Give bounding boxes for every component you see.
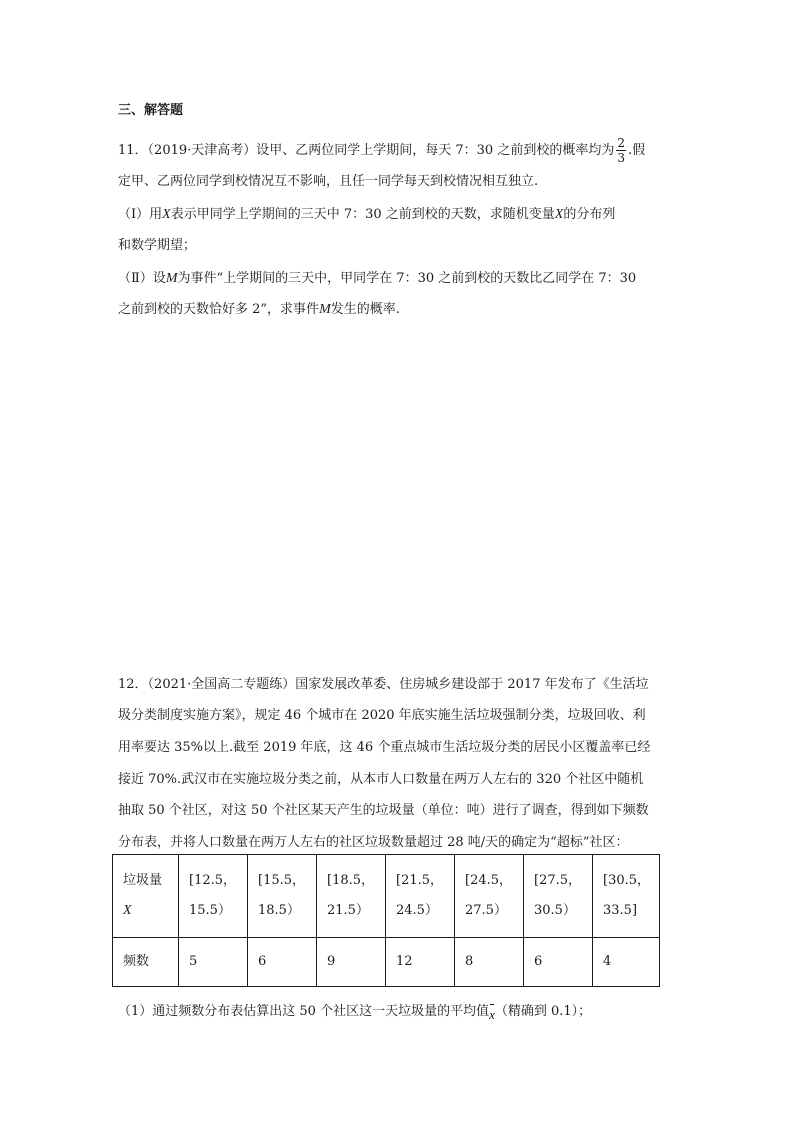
table-cell-interval bbox=[455, 855, 524, 938]
q12-line5: 抽取 50 个社区，对这 50 个社区某天产生的垃圾量（单位：吨）进行了调查，得到如下频数 bbox=[118, 803, 649, 818]
q11-part1-text: 表示甲同学上学期间的三天中 7：30 之前到校的天数，求随机变量 bbox=[170, 207, 555, 222]
table-cell-count: 4 bbox=[593, 938, 660, 987]
q12-line1: 12．（2021·全国高二专题练）国家发展改革委、住房城乡建设部于 2017 年发布了《生活垃 bbox=[118, 677, 649, 692]
q12-line4: 接近 70%.武汉市在实施垃圾分类之前，从本市人口数量在两万人左右的 320 个社区中随机 bbox=[118, 772, 644, 787]
table-cell-count: 8 bbox=[455, 938, 524, 987]
table-cell-count: 6 bbox=[524, 938, 593, 987]
interval-end: 33.5] bbox=[603, 903, 638, 918]
interval-start: [30.5， bbox=[603, 873, 651, 888]
interval-end: 21.5） bbox=[327, 903, 369, 918]
q11-line1 bbox=[118, 136, 645, 165]
q11-part2-text: 为事件“上学期间的三天中，甲同学在 7：30 之前到校的天数比乙同学在 7：30 bbox=[177, 271, 637, 286]
frequency-table bbox=[112, 854, 660, 987]
interval-start: [18.5， bbox=[327, 873, 375, 888]
table-row-garbage-amount bbox=[113, 855, 660, 938]
q11-part1-prefix: （Ⅰ）用 bbox=[118, 207, 163, 222]
q11-part1 bbox=[118, 205, 615, 225]
interval-end: 24.5） bbox=[396, 903, 438, 918]
interval-start: [27.5， bbox=[534, 873, 582, 888]
section-title: 三、解答题 bbox=[118, 103, 184, 118]
table-header-garbage-amount bbox=[113, 855, 179, 938]
q11-part2-line2 bbox=[118, 300, 400, 320]
q12-line3: 用率要达 35%以上.截至 2019 年底，这 46 个重点城市生活垃圾分类的居民小区覆盖率已经 bbox=[118, 740, 651, 755]
interval-start: [15.5， bbox=[258, 873, 306, 888]
interval-end: 27.5） bbox=[465, 903, 507, 918]
q12-sub1 bbox=[118, 1001, 591, 1025]
q11-part1-suffix: 的分布列 bbox=[563, 207, 616, 222]
table-header-frequency: 频数 bbox=[113, 938, 179, 987]
q11-part2-line2-a: 之前到校的天数恰好多 2”，求事件 bbox=[118, 302, 320, 317]
table-cell-count: 6 bbox=[248, 938, 317, 987]
interval-start: [24.5， bbox=[465, 873, 513, 888]
interval-end: 18.5） bbox=[258, 903, 300, 918]
variable-m: M bbox=[165, 271, 178, 286]
header-label: 垃圾量 bbox=[123, 873, 163, 888]
q11-line2: 定甲、乙两位同学到校情况互不影响，且任一同学每天到校情况相互独立. bbox=[118, 174, 539, 189]
table-cell-count: 5 bbox=[179, 938, 248, 987]
fraction-numerator: 2 bbox=[617, 136, 625, 150]
fraction-denominator: 3 bbox=[617, 151, 625, 165]
interval-end: 30.5） bbox=[534, 903, 576, 918]
q11-part1-line2: 和数学期望； bbox=[118, 238, 197, 253]
table-cell-interval bbox=[248, 855, 317, 938]
interval-end: 15.5） bbox=[189, 903, 231, 918]
q12-sub1-suffix: （精确到 0.1）； bbox=[494, 1004, 592, 1019]
q12-line6: 分布表，并将人口数量在两万人左右的社区垃圾数量超过 28 吨/天的确定为“超标”社区： bbox=[118, 835, 629, 850]
variable-x-bar: x bbox=[489, 1001, 495, 1025]
q12-sub1-text: （1）通过频数分布表估算出这 50 个社区这一天垃圾量的平均值 bbox=[118, 1004, 490, 1019]
q11-intro-end: .假 bbox=[627, 143, 646, 158]
table-cell-count: 12 bbox=[386, 938, 455, 987]
q12-line2: 圾分类制度实施方案》，规定 46 个城市在 2020 年底实施生活垃圾强制分类，垃圾回收、利 bbox=[118, 708, 646, 723]
fraction-two-thirds bbox=[616, 136, 626, 165]
table-cell-count: 9 bbox=[317, 938, 386, 987]
table-cell-interval bbox=[593, 855, 660, 938]
variable-x: X bbox=[123, 903, 132, 918]
interval-start: [21.5， bbox=[396, 873, 444, 888]
variable-x: X bbox=[162, 207, 171, 222]
q11-intro: 11．（2019·天津高考）设甲、乙两位同学上学期间，每天 7：30 之前到校的概率均为 bbox=[118, 143, 615, 158]
q11-part2-prefix: （Ⅱ）设 bbox=[118, 271, 166, 286]
q11-part2 bbox=[118, 269, 636, 289]
table-cell-interval bbox=[179, 855, 248, 938]
table-cell-interval bbox=[524, 855, 593, 938]
table-cell-interval bbox=[386, 855, 455, 938]
table-cell-interval bbox=[317, 855, 386, 938]
variable-x: X bbox=[554, 207, 564, 222]
q11-part2-line2-b: 发生的概率. bbox=[330, 302, 400, 317]
variable-m: M bbox=[319, 302, 331, 317]
interval-start: [12.5， bbox=[189, 873, 237, 888]
table-row-frequency bbox=[113, 938, 660, 987]
